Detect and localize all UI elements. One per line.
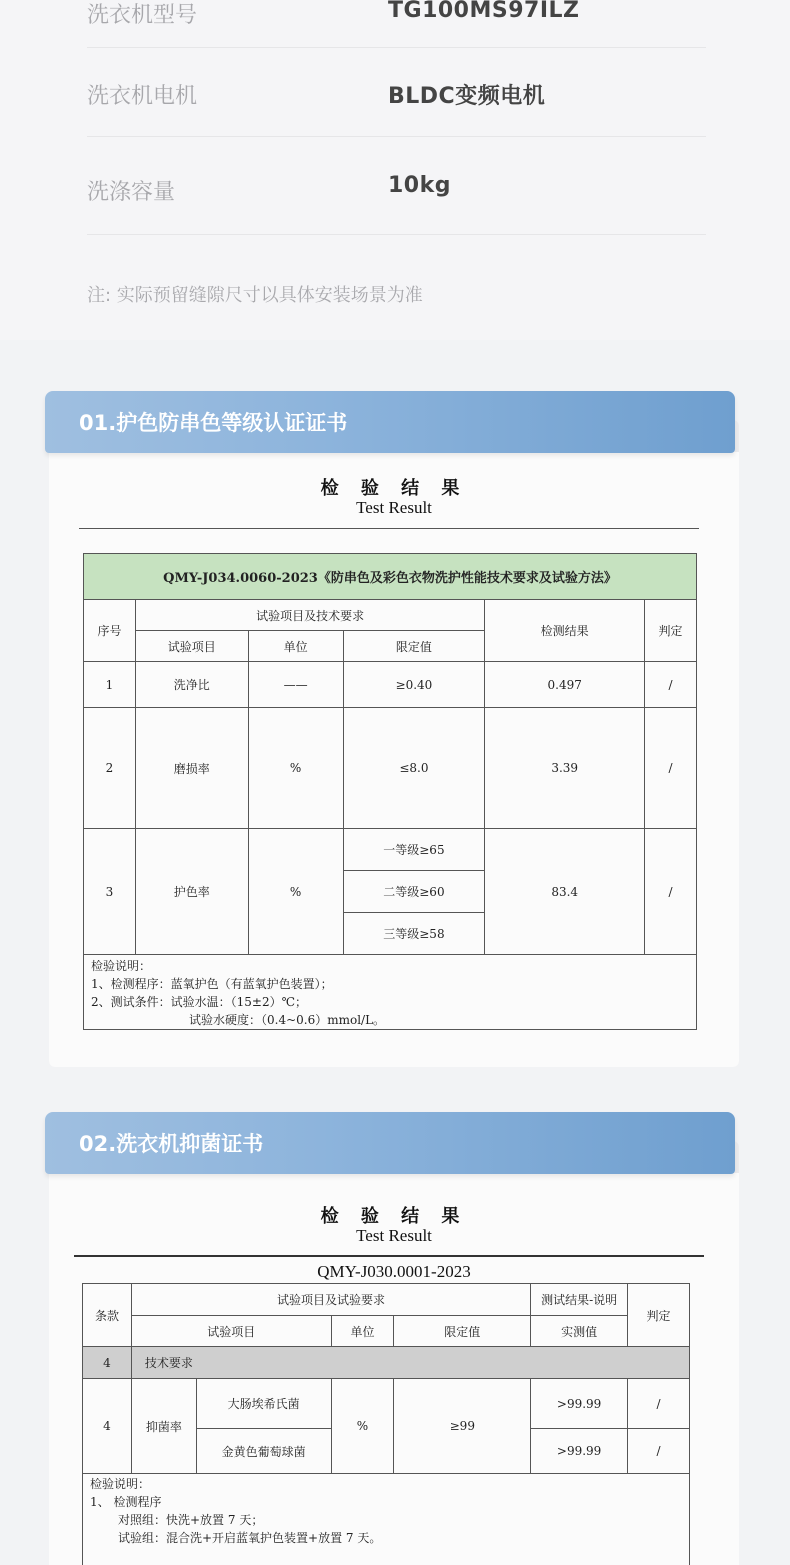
notes-line: 检验说明：: [90, 1477, 151, 1491]
cell-measured: >99.99: [531, 1379, 628, 1429]
cell-limit: ≤8.0: [343, 708, 485, 829]
table-row: [84, 829, 697, 871]
cert1-title: 检 验 结 果: [320, 478, 468, 499]
cell-judge: /: [645, 708, 697, 829]
cell-no: 4: [83, 1347, 132, 1379]
notes-line: 检验说明：: [91, 959, 152, 973]
standard-row: [84, 554, 697, 600]
cert2-header-title: 02.洗衣机抑菌证书: [79, 1132, 264, 1156]
spec-row-motor: [87, 48, 706, 137]
table-row: [83, 1379, 690, 1429]
cell-unit: %: [248, 708, 343, 829]
notes-line: 试验组：混合洗+开启蓝氧护色装置+放置 7 天。: [118, 1531, 382, 1545]
spec-value: TG100MS97ILZ: [388, 0, 580, 23]
cell-judge: /: [628, 1379, 690, 1429]
header-row: [84, 600, 697, 631]
col-clause: 条款: [83, 1284, 132, 1347]
cert1-header-title: 01.护色防串色等级认证证书: [79, 411, 348, 435]
cert1-table: [83, 553, 697, 1030]
col-item: 试验项目: [135, 631, 248, 662]
spec-value: 10kg: [388, 173, 451, 198]
col-unit: 单位: [331, 1316, 394, 1347]
cell-no: 3: [84, 829, 136, 955]
spec-row-model: [87, 0, 706, 48]
cell-measured: >99.99: [531, 1429, 628, 1474]
cell-unit: %: [331, 1379, 394, 1474]
cert2-header: [45, 1112, 735, 1174]
spec-section: [0, 0, 790, 340]
cell-item: 抑菌率: [131, 1379, 196, 1474]
divider: [79, 528, 699, 529]
spec-label: 洗涤容量: [87, 180, 176, 205]
cell-limit: ≥99: [394, 1379, 531, 1474]
cell-item: 洗净比: [135, 662, 248, 708]
cell-result: 83.4: [485, 829, 645, 955]
cell-no: 4: [83, 1379, 132, 1474]
notes-cell: [84, 955, 697, 1030]
section-label: 技术要求: [131, 1347, 689, 1379]
notes-line: 1、检测程序：蓝氧护色（有蓝氧护色装置）；: [91, 977, 333, 991]
notes-cell: [83, 1474, 690, 1565]
spec-label: 洗衣机电机: [87, 84, 198, 109]
cell-limit: ≥0.40: [343, 662, 485, 708]
col-judge: 判定: [645, 600, 697, 662]
divider: [74, 1255, 704, 1257]
cert2-table: [82, 1283, 690, 1565]
cell-no: 2: [84, 708, 136, 829]
col-limit: 限定值: [343, 631, 485, 662]
header-row: [83, 1316, 690, 1347]
cert1-card: [49, 420, 739, 1067]
spec-value: BLDC变频电机: [388, 84, 546, 109]
cert1-paper: [49, 452, 739, 1067]
notes-line: 1、 检测程序: [90, 1495, 162, 1509]
cell-limit: 二等级≥60: [343, 871, 485, 913]
col-unit: 单位: [248, 631, 343, 662]
spec-label: 洗衣机型号: [87, 3, 198, 28]
col-result: 检测结果: [485, 600, 645, 662]
cell-result: 0.497: [485, 662, 645, 708]
notes-line: 2、测试条件：试验水温：（15±2）℃；: [91, 995, 308, 1009]
cell-unit: ——: [248, 662, 343, 708]
table-row: [84, 708, 697, 829]
header-row: [83, 1284, 690, 1316]
notes-line: 对照组：快洗+放置 7 天；: [118, 1513, 264, 1527]
cell-result: 3.39: [485, 708, 645, 829]
cert2-paper: [49, 1173, 739, 1565]
cert2-standard: QMY-J030.0001-2023: [317, 1262, 471, 1281]
col-result-group: 测试结果-说明: [531, 1284, 628, 1316]
col-group: 试验项目及技术要求: [135, 600, 484, 631]
cert1-header: [45, 391, 735, 453]
table-row: [84, 662, 697, 708]
cert2-subtitle: Test Result: [356, 1226, 432, 1245]
notes-row: [83, 1474, 690, 1565]
spec-row-capacity: [87, 137, 706, 235]
cell-item: 护色率: [135, 829, 248, 955]
cell-bacteria: 大肠埃希氏菌: [196, 1379, 331, 1429]
cell-bacteria: 金黄色葡萄球菌: [196, 1429, 331, 1474]
install-note: 注: 实际预留缝隙尺寸以具体安装场景为准: [87, 285, 423, 306]
cell-judge: /: [645, 662, 697, 708]
notes-row: [84, 955, 697, 1030]
cell-judge: /: [628, 1429, 690, 1474]
col-measured: 实测值: [531, 1316, 628, 1347]
standard-name: QMY-J034.0060-2023《防串色及彩色衣物洗护性能技术要求及试验方法》: [84, 554, 697, 600]
cell-unit: %: [248, 829, 343, 955]
cell-no: 1: [84, 662, 136, 708]
cell-item: 磨损率: [135, 708, 248, 829]
section-row: [83, 1347, 690, 1379]
cell-judge: /: [645, 829, 697, 955]
cell-limit: 三等级≥58: [343, 913, 485, 955]
col-no: 序号: [84, 600, 136, 662]
cert2-title: 检 验 结 果: [320, 1206, 468, 1227]
col-item: 试验项目: [131, 1316, 331, 1347]
col-limit: 限定值: [394, 1316, 531, 1347]
col-judge: 判定: [628, 1284, 690, 1347]
cell-limit: 一等级≥65: [343, 829, 485, 871]
notes-line: 试验水硬度：（0.4~0.6）mmol/L。: [189, 1013, 386, 1027]
cert1-subtitle: Test Result: [356, 498, 432, 517]
cert2-card: [49, 1141, 739, 1565]
col-group: 试验项目及试验要求: [131, 1284, 530, 1316]
